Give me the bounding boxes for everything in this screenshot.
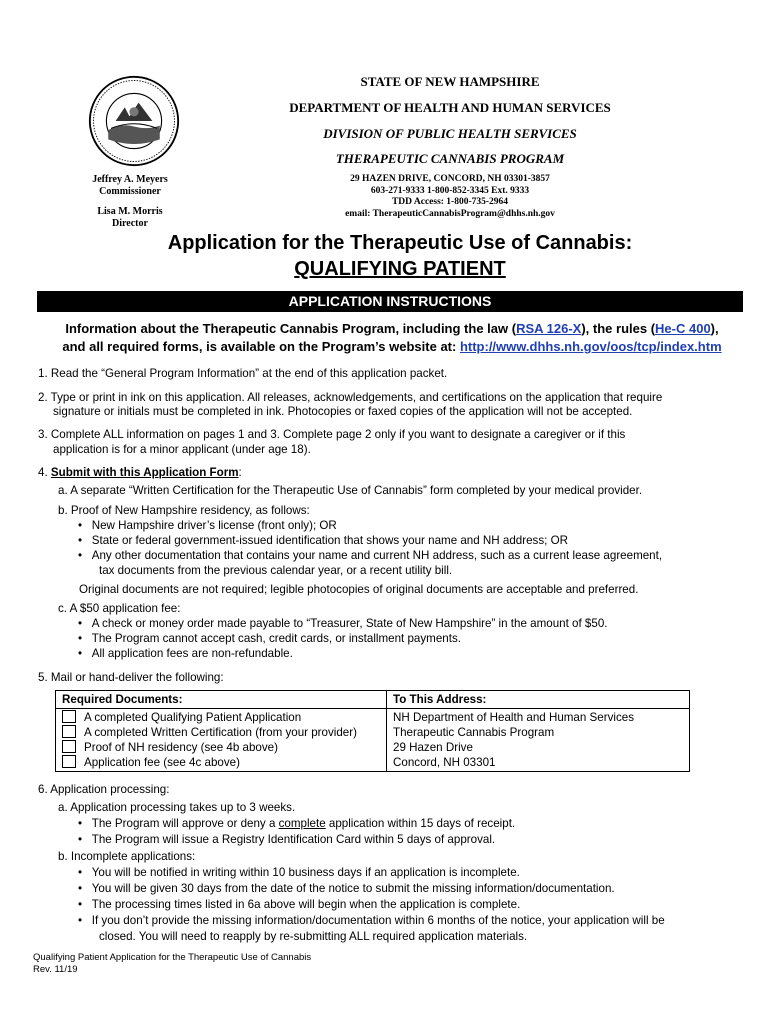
step-6b-bullet: • You will be notified in writing within 10 business days if an application is incomplete. — [78, 866, 520, 879]
step-6b-bullet: • If you don’t provide the missing information/documentation within 6 months of the notice, your application will be — [78, 914, 665, 927]
step-6: 6. Application processing: — [38, 783, 170, 796]
step-6a: a. Application processing takes up to 3 weeks. — [58, 801, 296, 814]
step-6b-bullet-cont: closed. You will need to reapply by re-submitting ALL required application materials. — [99, 930, 528, 943]
document-label: A completed Qualifying Patient Application — [84, 711, 302, 724]
step-4c: c. A $50 application fee: — [58, 602, 181, 615]
step-3-cont: application is for a minor applicant (under age 18). — [53, 443, 311, 456]
address-line: NH Department of Health and Human Services — [393, 711, 635, 724]
checkbox[interactable] — [62, 725, 76, 738]
bullet-text: If you don’t provide the missing information/documentation within 6 months of the notice, your application will be — [91, 914, 665, 927]
bullet-text: The Program will issue a Registry Identification Card within 5 days of approval. — [91, 833, 496, 846]
document-title: Application for the Therapeutic Use of Cannabis: — [167, 232, 633, 254]
info-text: Information about the Therapeutic Cannabis Program, including the law ( — [65, 321, 517, 336]
step-4b-note: Original documents are not required; legible photocopies of original documents are acceptable and preferred. — [79, 583, 639, 596]
mailing-address — [387, 709, 690, 772]
bullet-text: All application fees are non-refundable. — [91, 647, 293, 660]
document-item — [62, 725, 380, 740]
info-text: and all required forms, is available on the Program’s website at: — [62, 339, 460, 354]
step-4-label: Submit with this Application Form — [50, 466, 239, 479]
step-6a-bullet: • The Program will approve or deny a complete application within 15 days of receipt. — [78, 817, 516, 830]
address-line: Therapeutic Cannabis Program — [393, 726, 555, 739]
document-label: Proof of NH residency (see 4b above) — [84, 741, 278, 754]
rules-link[interactable]: He-C 400 — [655, 321, 711, 336]
bullet-text: New Hampshire driver’s license (front only); OR — [91, 519, 337, 532]
address-line: 29 HAZEN DRIVE, CONCORD, NH 03301-3857 — [350, 174, 550, 184]
tdd-line: TDD Access: 1-800-735-2964 — [391, 197, 509, 207]
step-6b: b. Incomplete applications: — [58, 850, 196, 863]
document-label: Application fee (see 4c above) — [84, 756, 240, 769]
step-4b-bullet: • New Hampshire driver’s license (front only); OR — [78, 519, 337, 532]
commissioner-title: Commissioner — [99, 186, 161, 197]
program-address-block — [260, 174, 640, 220]
document-item — [62, 710, 380, 725]
bullet-text: Any other documentation that contains your name and current NH address, such as a current lease agreement, — [91, 549, 663, 562]
bullet-text: A check or money order made payable to “Treasurer, State of New Hampshire” in the amount of $50. — [91, 617, 608, 630]
address-line: Concord, NH 03301 — [393, 756, 496, 769]
bullet-text: The Program will approve or deny a — [91, 817, 279, 830]
info-text: ), the rules ( — [581, 321, 656, 336]
checkbox[interactable] — [62, 710, 76, 723]
required-documents-table — [55, 690, 690, 772]
bullet-emphasis: complete — [278, 817, 326, 830]
step-4b: b. Proof of New Hampshire residency, as follows: — [58, 504, 310, 517]
document-item — [62, 740, 380, 755]
step-2-cont: signature or initials must be completed in ink. Photocopies or faxed copies of the application will not be accepted. — [53, 405, 633, 418]
step-4c-bullet: • All application fees are non-refundable. — [78, 647, 293, 660]
step-3: 3. Complete ALL information on pages 1 and 3. Complete page 2 only if you want to designate a caregiver or if this — [38, 428, 626, 441]
website-link[interactable]: http://www.dhhs.nh.gov/oos/tcp/index.htm — [459, 339, 722, 354]
step-punct: : — [238, 466, 242, 479]
document-subtitle: QUALIFYING PATIENT — [294, 258, 506, 280]
bullet-text: You will be notified in writing within 10 business days if an application is incomplete. — [91, 866, 520, 879]
step-4b-bullet: • Any other documentation that contains your name and current NH address, such as a current lease agreement, — [78, 549, 663, 562]
footer-form-name: Qualifying Patient Application for the Therapeutic Use of Cannabis — [33, 952, 312, 963]
law-link[interactable]: RSA 126-X — [516, 321, 582, 336]
step-4c-bullet: • The Program cannot accept cash, credit cards, or installment payments. — [78, 632, 461, 645]
documents-checklist — [56, 709, 387, 772]
info-text: ), — [710, 321, 719, 336]
address-column-header: To This Address: — [387, 691, 690, 709]
document-item — [62, 755, 380, 770]
step-4b-bullet: • State or federal government-issued identification that shows your name and NH address; OR — [78, 534, 568, 547]
step-6a-bullet: • The Program will issue a Registry Identification Card within 5 days of approval. — [78, 833, 496, 846]
department-heading: DEPARTMENT OF HEALTH AND HUMAN SERVICES — [289, 100, 611, 115]
checkbox[interactable] — [62, 755, 76, 768]
address-line: 29 Hazen Drive — [393, 741, 473, 754]
bullet-text: You will be given 30 days from the date of the notice to submit the missing information/documentation. — [91, 882, 615, 895]
phone-line: 603-271-9333 1-800-852-3345 Ext. 9333 — [370, 185, 530, 196]
step-1: 1. Read the “General Program Information” at the end of this application packet. — [38, 367, 448, 380]
email-line: email: TherapeuticCannabisProgram@dhhs.nh.gov — [345, 208, 555, 219]
footer-revision: Rev. 11/19 — [33, 964, 78, 975]
step-4a: a. A separate “Written Certification for the Therapeutic Use of Cannabis” form completed by your medical provider. — [58, 484, 643, 497]
program-heading: THERAPEUTIC CANNABIS PROGRAM — [335, 151, 565, 166]
step-2: 2. Type or print in ink on this application. All releases, acknowledgements, and certifications on the application that require — [38, 391, 663, 404]
step-5: 5. Mail or hand-deliver the following: — [38, 671, 224, 684]
bullet-text: application within 15 days of receipt. — [325, 817, 516, 830]
checkbox[interactable] — [62, 740, 76, 753]
director-title: Director — [112, 218, 148, 229]
step-number: 4. — [38, 466, 51, 479]
bullet-text: The processing times listed in 6a above will begin when the application is complete. — [91, 898, 521, 911]
state-seal-image — [88, 75, 180, 167]
program-info-paragraph — [37, 320, 747, 356]
commissioner-name: Jeffrey A. Meyers — [92, 174, 168, 185]
director-name: Lisa M. Morris — [97, 206, 163, 217]
step-4c-bullet: • A check or money order made payable to “Treasurer, State of New Hampshire” in the amount of $50. — [78, 617, 608, 630]
step-4 — [38, 465, 242, 480]
bullet-text: The Program cannot accept cash, credit cards, or installment payments. — [91, 632, 461, 645]
step-4b-bullet-cont: tax documents from the previous calendar year, or a recent utility bill. — [99, 564, 453, 577]
step-6b-bullet: • The processing times listed in 6a above will begin when the application is complete. — [78, 898, 521, 911]
bullet-text: State or federal government-issued identification that shows your name and NH address; OR — [91, 534, 568, 547]
step-6b-bullet: • You will be given 30 days from the date of the notice to submit the missing information/documentation. — [78, 882, 615, 895]
division-heading: DIVISION OF PUBLIC HEALTH SERVICES — [323, 126, 577, 141]
instructions-banner: APPLICATION INSTRUCTIONS — [37, 291, 743, 312]
state-heading: STATE OF NEW HAMPSHIRE — [360, 74, 540, 89]
page-footer — [33, 952, 311, 976]
document-label: A completed Written Certification (from your provider) — [84, 726, 357, 739]
documents-column-header: Required Documents: — [56, 691, 387, 709]
